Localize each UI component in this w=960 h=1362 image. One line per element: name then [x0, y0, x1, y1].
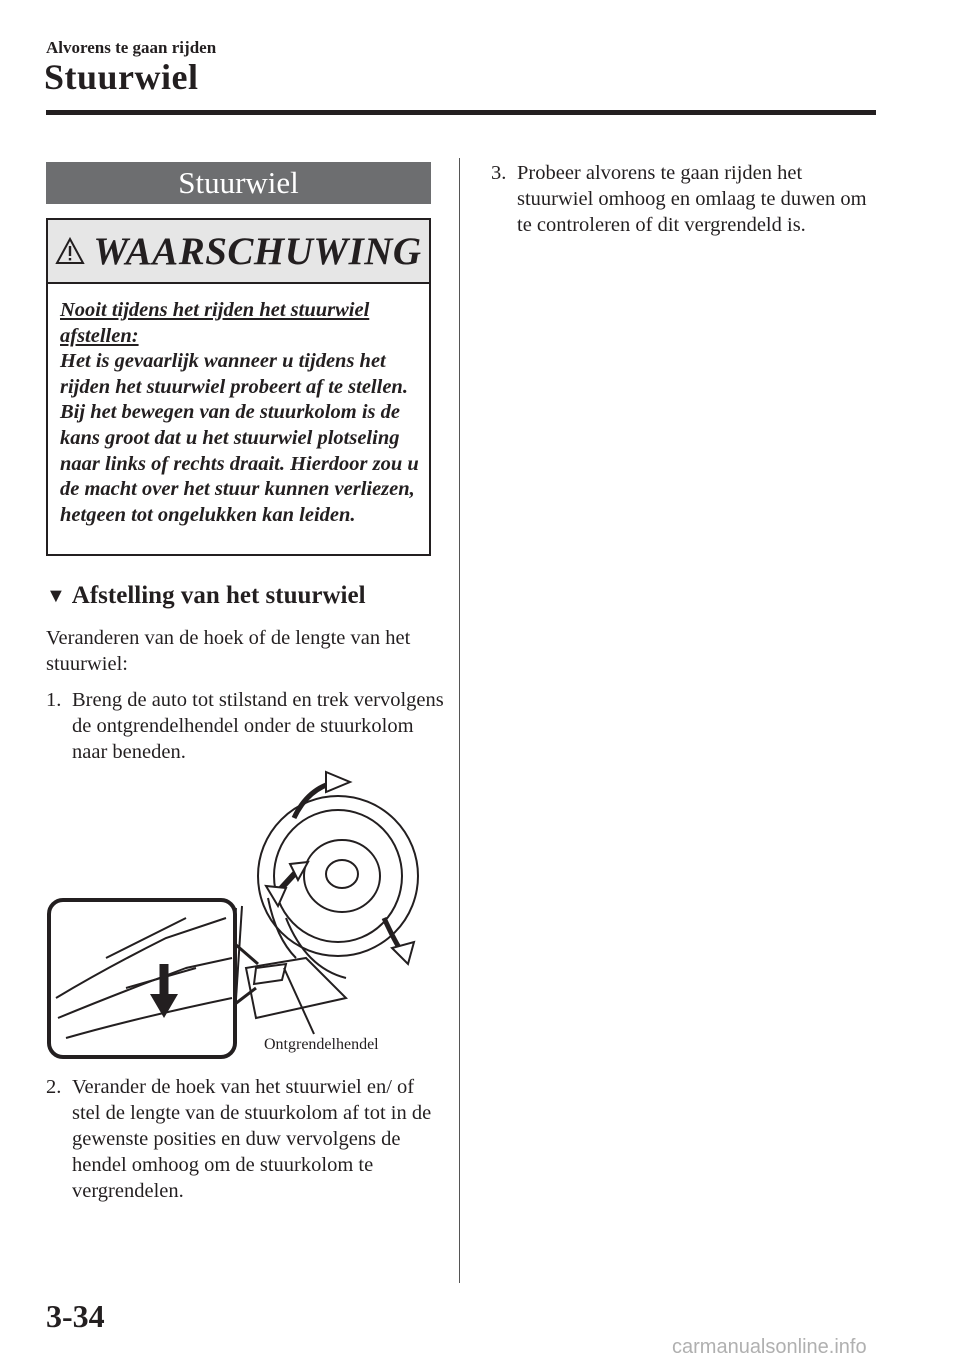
warning-triangle-icon	[55, 237, 85, 265]
step-text: Breng de auto tot stilstand en trek vervolgens de ontgrendelhendel onder de stuurkolom naar beneden.	[72, 689, 444, 763]
step-number: 3.	[491, 162, 507, 184]
page-number: 3-34	[46, 1298, 105, 1334]
watermark: carmanualsonline.info	[672, 1336, 867, 1358]
breadcrumb: Alvorens te gaan rijden	[46, 38, 217, 57]
step-1	[46, 687, 446, 765]
step-2	[46, 1074, 446, 1204]
figure-label: Ontgrendelhendel	[264, 1036, 379, 1053]
step-3	[491, 160, 871, 238]
warning-header	[48, 220, 429, 284]
warning-title: WAARSCHUWING	[93, 229, 422, 273]
header-rule	[46, 110, 876, 115]
warning-text: Het is gevaarlijk wanneer u tijdens het rijden het stuurwiel probeert af te stellen. Bij het bewegen van de stuurkolom is de kans groot dat u het stuurwiel plotseling naar links of rechts draait. Hierdoor zou u de macht over het stuur kunnen verliezen, hetgeen tot ongelukken kan leiden.	[60, 350, 419, 526]
triangle-down-icon: ▼	[46, 584, 66, 607]
page-title: Stuurwiel	[44, 57, 199, 97]
intro-paragraph: Veranderen van de hoek of de lengte van het stuurwiel:	[46, 627, 411, 675]
step-text: Verander de hoek van het stuurwiel en/ of stel de lengte van de stuurkolom af tot in de gewenste posities en duw vervolgens de hendel omhoog om de stuurkolom te vergrendelen.	[72, 1076, 432, 1202]
step-number: 2.	[46, 1076, 62, 1098]
warning-box	[46, 218, 431, 556]
step-text: Probeer alvorens te gaan rijden het stuurwiel omhoog en omlaag te duwen om te controleren of dit vergrendeld is.	[517, 162, 867, 236]
column-divider	[459, 158, 460, 1283]
steering-wheel-illustration	[46, 768, 442, 1060]
subsection-heading	[46, 582, 366, 610]
warning-lead: Nooit tijdens het rijden het stuurwiel afstellen:	[60, 299, 370, 347]
step-number: 1.	[46, 689, 62, 711]
subsection-heading-text: Afstelling van het stuurwiel	[71, 582, 366, 609]
section-banner: Stuurwiel	[46, 162, 431, 204]
warning-body	[48, 284, 429, 528]
